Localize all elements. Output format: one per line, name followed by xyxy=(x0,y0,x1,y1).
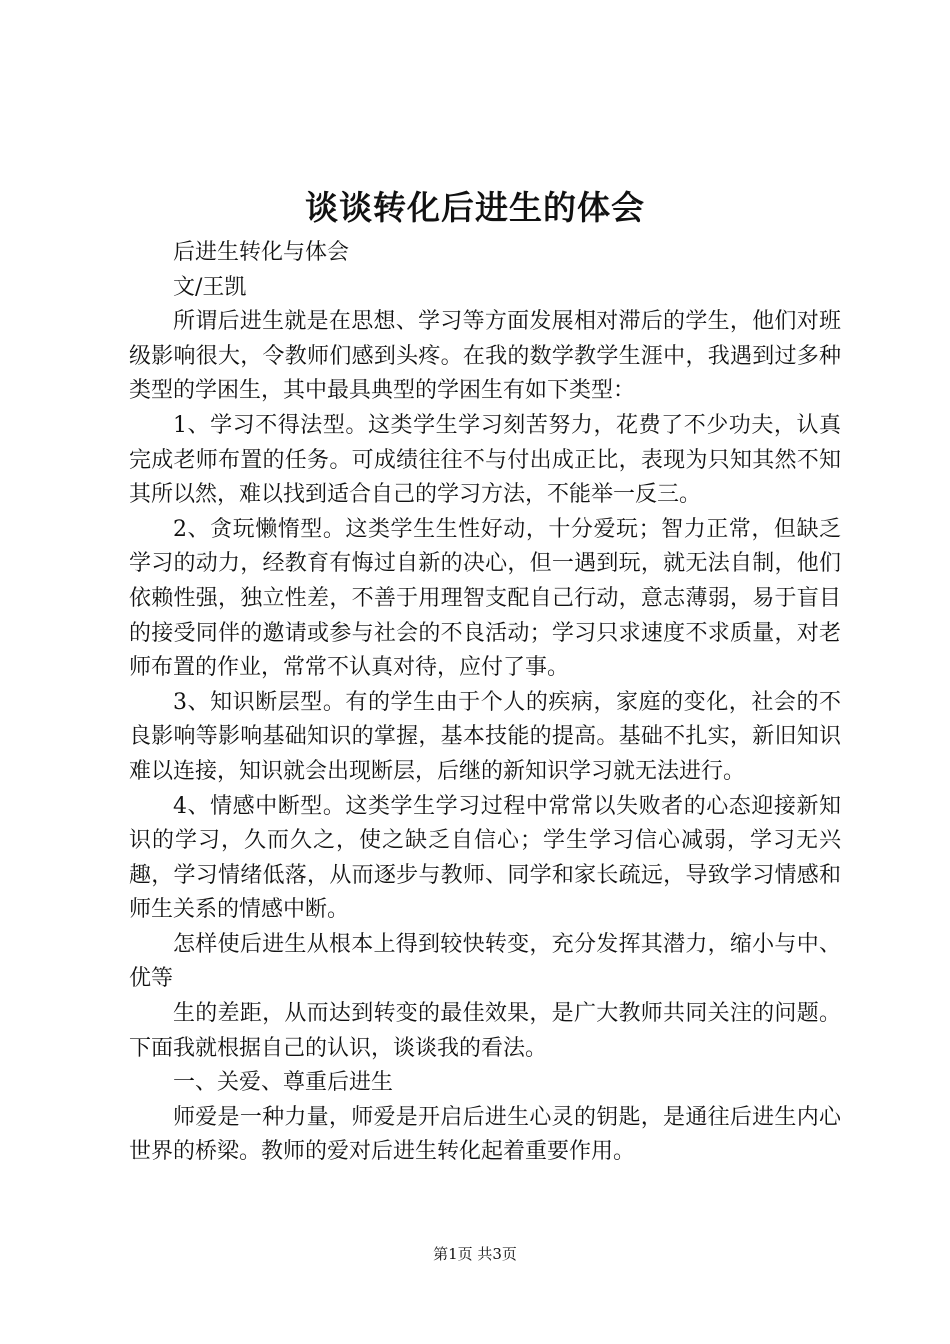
section-heading-1: 一、关爱、尊重后进生 xyxy=(173,1070,394,1096)
author-line: 文/王凯 xyxy=(173,274,247,300)
paragraph-type-1: 1、学习不得法型。这类学生学习刻苦努力，花费了不少功夫，认真完成老师布置的任务。可成绩往往不与付出成正比，表现为只知其然不知其所以然，难以找到适合自己的学习方法，不能举一反三。 xyxy=(129,412,841,508)
paragraph-type-3: 3、知识断层型。有的学生由于个人的疾病，家庭的变化，社会的不良影响等影响基础知识的掌握，基本技能的提高。基础不扎实，新旧知识难以连接，知识就会出现断层，后继的新知识学习就无法进行。 xyxy=(129,689,841,784)
subtitle: 后进生转化与体会 xyxy=(173,240,350,265)
document-body xyxy=(129,236,841,1170)
paragraph-type-2: 2、贪玩懒惰型。这类学生生性好动，十分爱玩；智力正常，但缺乏学习的动力，经教育有悔过自新的决心，但一遇到玩，就无法自制，他们依赖性强，独立性差，不善于用理智支配自己行动，意志薄弱，易于盲目的接受同伴的邀请或参与社会的不良活动；学习只求速度不求质量，对老师布置的作业，常常不认真对待，应付了事。 xyxy=(129,516,841,681)
paragraph-type-4: 4、情感中断型。这类学生学习过程中常常以失败者的心态迎接新知识的学习，久而久之，使之缺乏自信心；学生学习信心减弱，学习无兴趣，学习情绪低落，从而逐步与教师、同学和家长疏远，导致学习情感和师生关系的情感中断。 xyxy=(129,793,841,923)
document-title: 谈谈转化后进生的体会 xyxy=(305,188,645,227)
paragraph-intro: 所谓后进生就是在思想、学习等方面发展相对滞后的学生，他们对班级影响很大，令教师们感到头疼。在我的数学教学生涯中，我遇到过多种类型的学困生，其中最具典型的学困生有如下类型： xyxy=(129,309,841,404)
paragraph-question-part1: 怎样使后进生从根本上得到较快转变，充分发挥其潜力，缩小与中、优等 xyxy=(129,931,841,992)
page-footer: 第1页 共3页 xyxy=(433,1245,517,1263)
paragraph-teacher-love: 师爱是一种力量，师爱是开启后进生心灵的钥匙，是通往后进生内心世界的桥梁。教师的爱对后进生转化起着重要作用。 xyxy=(129,1104,841,1165)
paragraph-question-part2: 生的差距，从而达到转变的最佳效果，是广大教师共同关注的问题。下面我就根据自己的认识，谈谈我的看法。 xyxy=(129,1001,841,1061)
